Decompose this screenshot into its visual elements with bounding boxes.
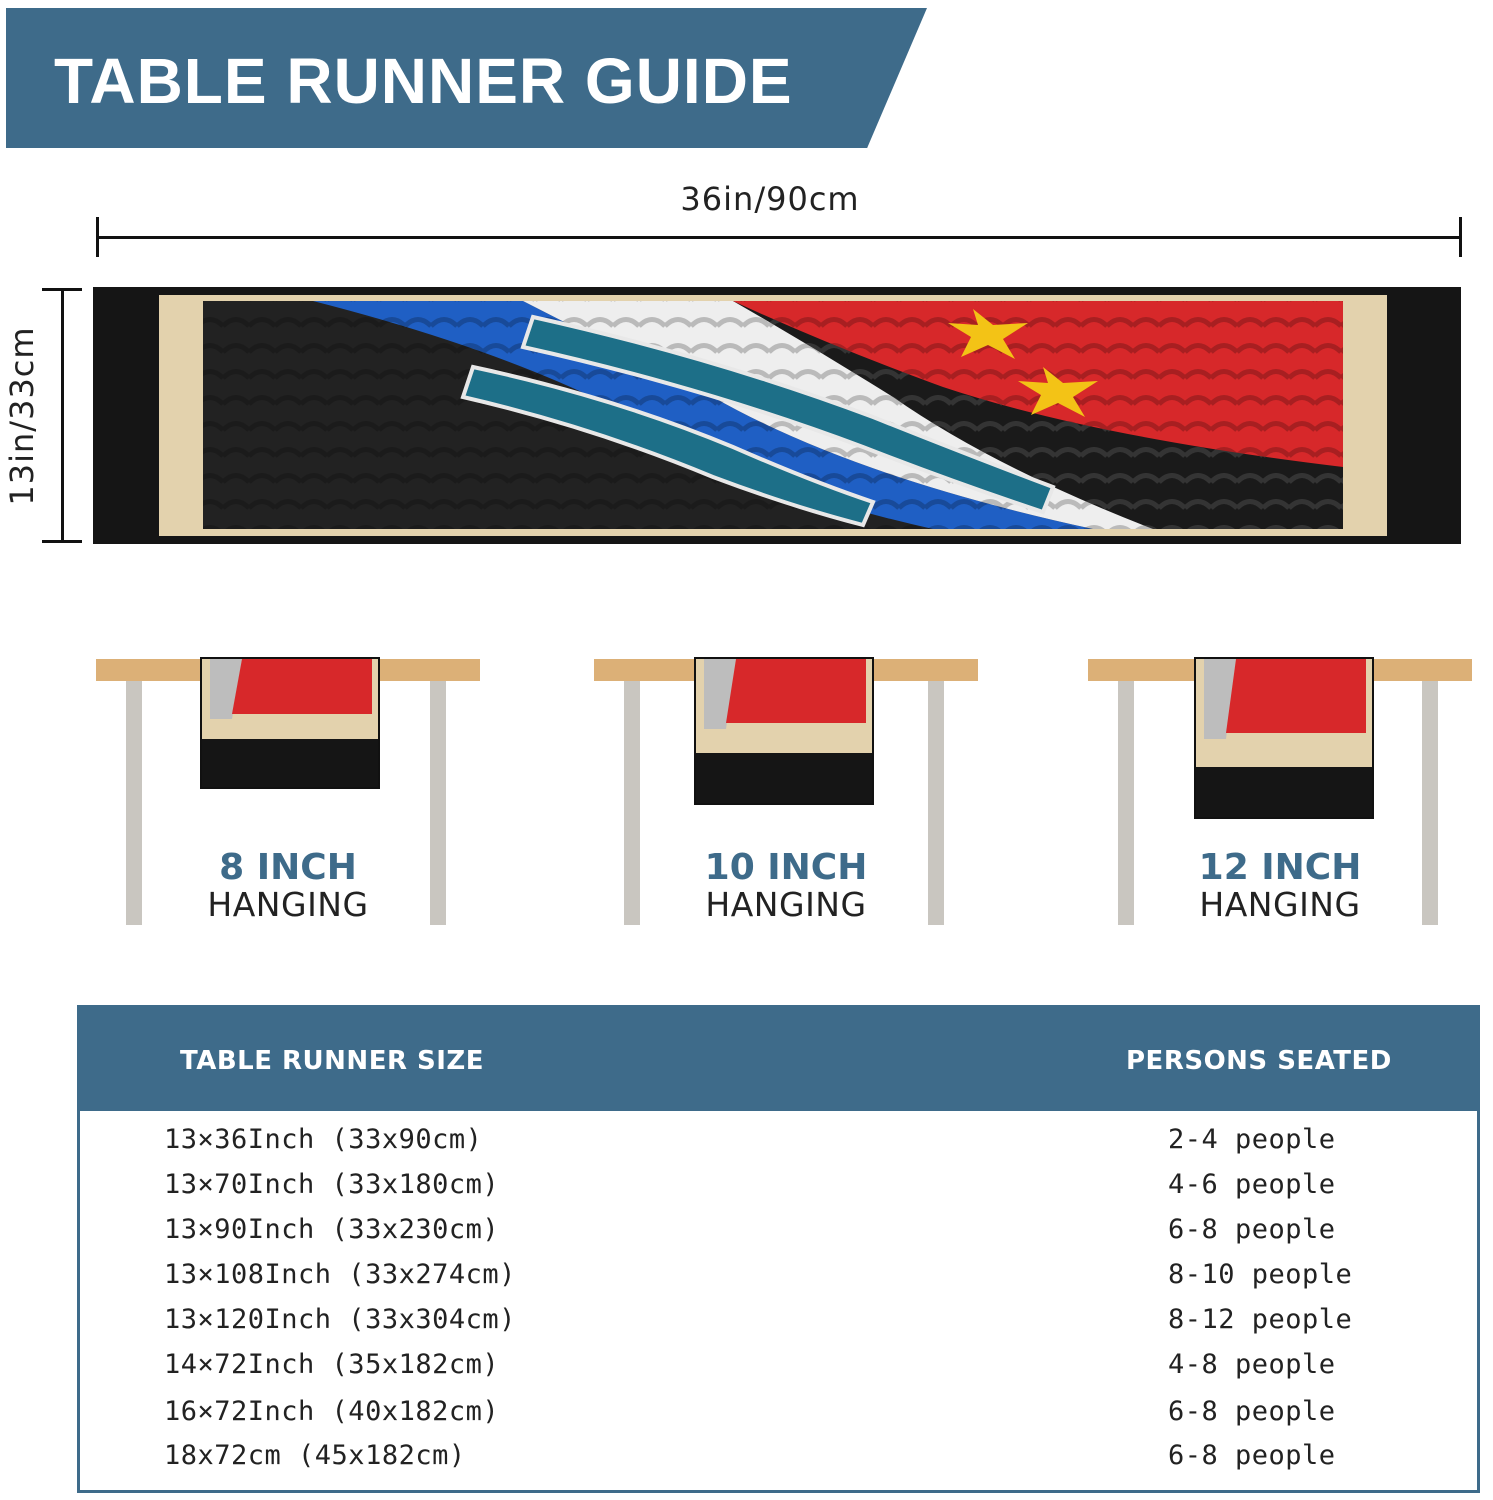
height-dimension-tick-top <box>42 288 82 291</box>
persons-cell: 8-10 people <box>1168 1259 1353 1290</box>
persons-cell: 8-12 people <box>1168 1304 1353 1335</box>
table-row <box>80 1169 1477 1209</box>
persons-cell: 4-6 people <box>1168 1169 1336 1200</box>
width-dimension-label: 36in/90cm <box>680 180 860 218</box>
size-cell: 13×36Inch (33x90cm) <box>164 1124 483 1155</box>
persons-cell: 6-8 people <box>1168 1396 1336 1427</box>
hanging-10-inch-illustration <box>594 659 978 929</box>
persons-cell: 6-8 people <box>1168 1440 1336 1471</box>
hanging-size-label: 8 INCH <box>219 847 357 888</box>
hanging-text-label: HANGING <box>1199 885 1361 924</box>
persons-cell: 4-8 people <box>1168 1349 1336 1380</box>
hanging-12-inch-illustration <box>1088 659 1472 929</box>
size-cell: 16×72Inch (40x182cm) <box>164 1396 500 1427</box>
size-cell: 13×120Inch (33x304cm) <box>164 1304 516 1335</box>
table-row <box>80 1214 1477 1254</box>
table-row <box>80 1440 1477 1480</box>
size-cell: 13×70Inch (33x180cm) <box>164 1169 500 1200</box>
persons-cell: 6-8 people <box>1168 1214 1336 1245</box>
width-dimension-tick-right <box>1459 217 1462 257</box>
column-header-size: TABLE RUNNER SIZE <box>180 1046 485 1076</box>
persons-cell: 2-4 people <box>1168 1124 1336 1155</box>
hanging-runner-end <box>200 657 380 789</box>
table-row <box>80 1349 1477 1389</box>
height-dimension-label: 13in/33cm <box>3 326 41 506</box>
width-dimension-line <box>97 236 1461 239</box>
size-table-header <box>80 1008 1477 1111</box>
height-dimension-tick-bottom <box>42 540 82 543</box>
table-runner-image <box>93 287 1461 544</box>
column-header-persons: PERSONS SEATED <box>1126 1046 1392 1076</box>
hanging-runner-end <box>694 657 874 805</box>
table-row <box>80 1124 1477 1164</box>
size-cell: 13×108Inch (33x274cm) <box>164 1259 516 1290</box>
hanging-size-label: 10 INCH <box>704 847 868 888</box>
hanging-8-inch-illustration <box>96 659 480 929</box>
size-cell: 14×72Inch (35x182cm) <box>164 1349 500 1380</box>
size-cell: 18x72cm (45x182cm) <box>164 1440 466 1471</box>
page-title: TABLE RUNNER GUIDE <box>54 45 793 117</box>
width-dimension-tick-left <box>96 217 99 257</box>
size-table <box>77 1005 1480 1493</box>
height-dimension-line <box>61 290 64 542</box>
hanging-size-label: 12 INCH <box>1198 847 1362 888</box>
table-row <box>80 1259 1477 1299</box>
size-cell: 13×90Inch (33x230cm) <box>164 1214 500 1245</box>
hanging-text-label: HANGING <box>705 885 867 924</box>
hanging-runner-end <box>1194 657 1374 819</box>
hanging-text-label: HANGING <box>207 885 369 924</box>
table-row <box>80 1304 1477 1344</box>
table-row <box>80 1396 1477 1436</box>
